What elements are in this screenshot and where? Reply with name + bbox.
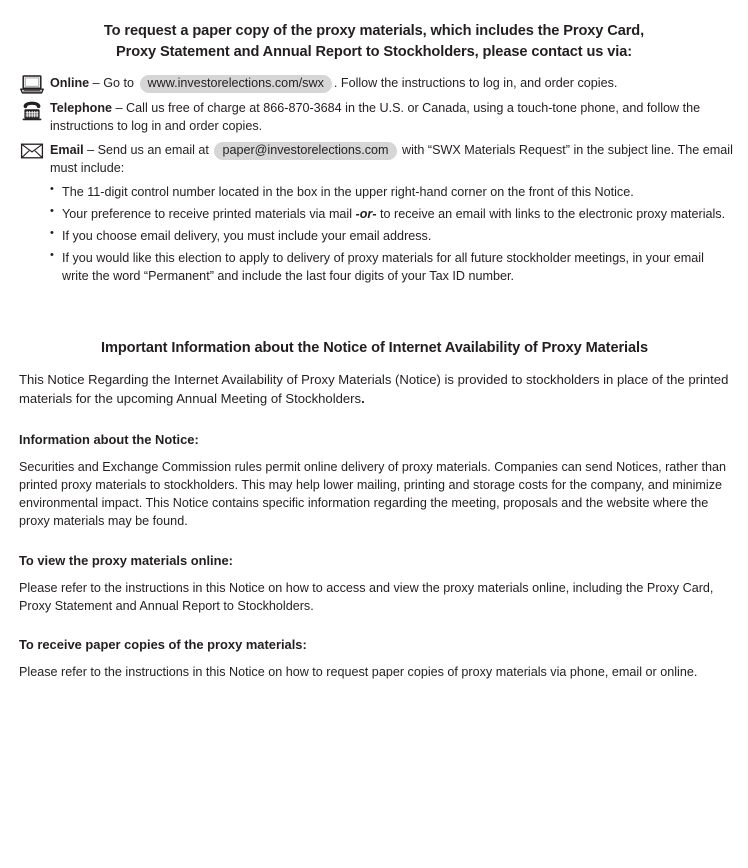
list-item (50, 205, 728, 223)
important-information-section (0, 338, 748, 682)
email-text-before: – Send us an email at (83, 143, 213, 158)
bullet-emphasis: -or- (355, 207, 377, 222)
contact-method-telephone-text (50, 99, 734, 136)
subsection-body-information-about-notice: Securities and Exchange Commission rules permit online delivery of proxy materials. Companies can send Notices, rather than printed proxy materials to stockholders. This may help lower mailing, printing and storage costs for the company, and minimize environmental impact. This Notice contains specific information regarding the meeting, proposals and the website where the proxy materials may be found. (19, 459, 726, 529)
contact-method-email (20, 141, 734, 178)
contact-method-email-text (50, 141, 734, 178)
bullet-text-after: to receive an email with links to the electronic proxy materials. (376, 207, 726, 222)
important-information-heading: Important Information about the Notice of Internet Availability of Proxy Materials (101, 340, 648, 357)
bullet-text-before: The 11-digit control number located in the box in the upper right-hand corner on the front of this Notice. (62, 185, 634, 200)
contact-label-online: Online (50, 76, 90, 91)
list-item (50, 249, 728, 285)
request-header-line-1: To request a paper copy of the proxy materials, which includes the Proxy Card, (103, 23, 645, 39)
contact-method-telephone (20, 99, 734, 136)
intro-text: This Notice Regarding the Internet Availability of Proxy Materials (Notice) is provided to stockholders in place of the printed materials for the upcoming Annual Meeting of Stockholders (19, 372, 729, 407)
bullet-text-before: If you choose email delivery, you must include your email address. (62, 229, 432, 244)
online-text-after: . Follow the instructions to log in, and order copies. (333, 76, 618, 91)
intro-end-punctuation: . (361, 391, 365, 407)
subsection-heading-information-about-notice: Information about the Notice: (19, 431, 199, 447)
telephone-text: – Call us free of charge at 866-870-3684 in the U.S. or Canada, using a touch-tone phone, and follow the instructions to log in and order copies. (50, 101, 701, 134)
bullet-text-before: Your preference to receive printed materials via mail (62, 207, 356, 222)
contact-method-online-text (50, 74, 734, 93)
list-item (50, 183, 728, 201)
contact-method-online (20, 74, 734, 94)
email-address-chip[interactable]: paper@investorelections.com (214, 142, 396, 160)
online-url-chip[interactable]: www.investorelections.com/swx (140, 75, 332, 93)
contact-label-telephone: Telephone (50, 101, 113, 116)
contact-label-email: Email (50, 143, 84, 158)
subsection-body-view-proxy-materials: Please refer to the instructions in this Notice on how to access and view the proxy materials online, including the Proxy Card, Proxy Statement and Annual Report to Stockholders. (19, 580, 714, 613)
email-requirements-list (0, 183, 748, 285)
important-information-intro (19, 371, 730, 408)
request-header-line-2: Proxy Statement and Annual Report to Stockholders, please contact us via: (115, 44, 633, 61)
subsection-heading-view-proxy-materials: To view the proxy materials online: (19, 552, 233, 568)
envelope-icon (20, 141, 50, 160)
telephone-icon (20, 99, 50, 121)
request-paper-copy-header (0, 0, 748, 63)
email-text-after: with “SWX Materials Request” in the subject line. The email must include: (50, 143, 733, 176)
subsection-heading-receive-paper-copies: To receive paper copies of the proxy materials: (19, 637, 307, 653)
laptop-icon (20, 74, 50, 94)
online-text-before: – Go to (89, 76, 138, 91)
list-item (50, 227, 728, 245)
contact-methods-list (0, 74, 748, 178)
bullet-text-before: If you would like this election to apply to delivery of proxy materials for all future stockholder meetings, in your email write the word “Permanent” and include the last four digits of your Tax ID number. (62, 251, 704, 284)
subsection-body-receive-paper-copies: Please refer to the instructions in this Notice on how to request paper copies of proxy materials via phone, email or online. (19, 665, 698, 680)
